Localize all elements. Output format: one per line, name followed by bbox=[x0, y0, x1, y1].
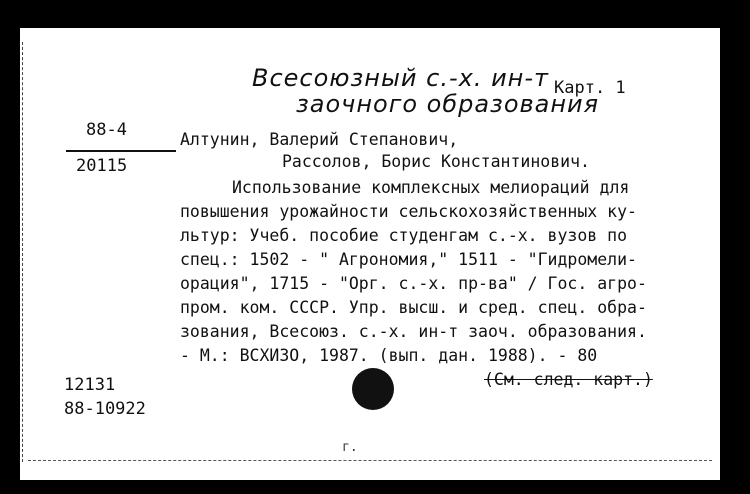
inventory-number-2: 88-10922 bbox=[64, 399, 146, 419]
body-line-2: повышения урожайности сельскохозяйственных ку- bbox=[180, 202, 637, 221]
body-line-3: льтур: Учеб. пособие студенгам с.-х. вузов по bbox=[180, 226, 628, 245]
body-line-6: пром. ком. СССР. Упр. высш. и сред. спец. обра- bbox=[180, 298, 647, 317]
card-left-edge bbox=[22, 42, 23, 462]
author-name: Алтунин, Валерий Степанович, bbox=[180, 130, 459, 149]
continuation-note: (См. след. карт.) bbox=[484, 370, 653, 389]
shelf-mark-bottom: 20115 bbox=[76, 156, 128, 176]
body-line-8: - М.: ВСХИЗО, 1987. (вып. дан. 1988). - 80 bbox=[180, 346, 598, 365]
shelf-mark-top: 88-4 bbox=[86, 120, 127, 140]
card-punch-hole bbox=[352, 368, 394, 410]
coauthor-name: Рассолов, Борис Константинович. bbox=[282, 152, 590, 171]
shelf-mark-divider bbox=[66, 150, 176, 152]
body-line-4: спец.: 1502 - " Агрономия," 1511 - "Гидромели- bbox=[180, 250, 637, 269]
handwritten-institution-line1: Всесоюзный с.-х. ин-т bbox=[252, 64, 550, 92]
body-line-1: Использование комплексных мелиораций для bbox=[232, 178, 630, 197]
bottom-mark: г. bbox=[342, 440, 358, 455]
handwritten-institution-line2: заочного образования bbox=[296, 90, 600, 118]
body-line-5: орация", 1715 - "Орг. с.-х. пр-ва" / Гос. агро- bbox=[180, 274, 647, 293]
card-bottom-edge bbox=[28, 460, 712, 461]
inventory-number-1: 12131 bbox=[64, 375, 116, 395]
body-line-7: зования, Всесоюз. с.-х. ин-т заоч. образования. bbox=[180, 322, 647, 341]
card-number: Карт. 1 bbox=[554, 78, 626, 98]
